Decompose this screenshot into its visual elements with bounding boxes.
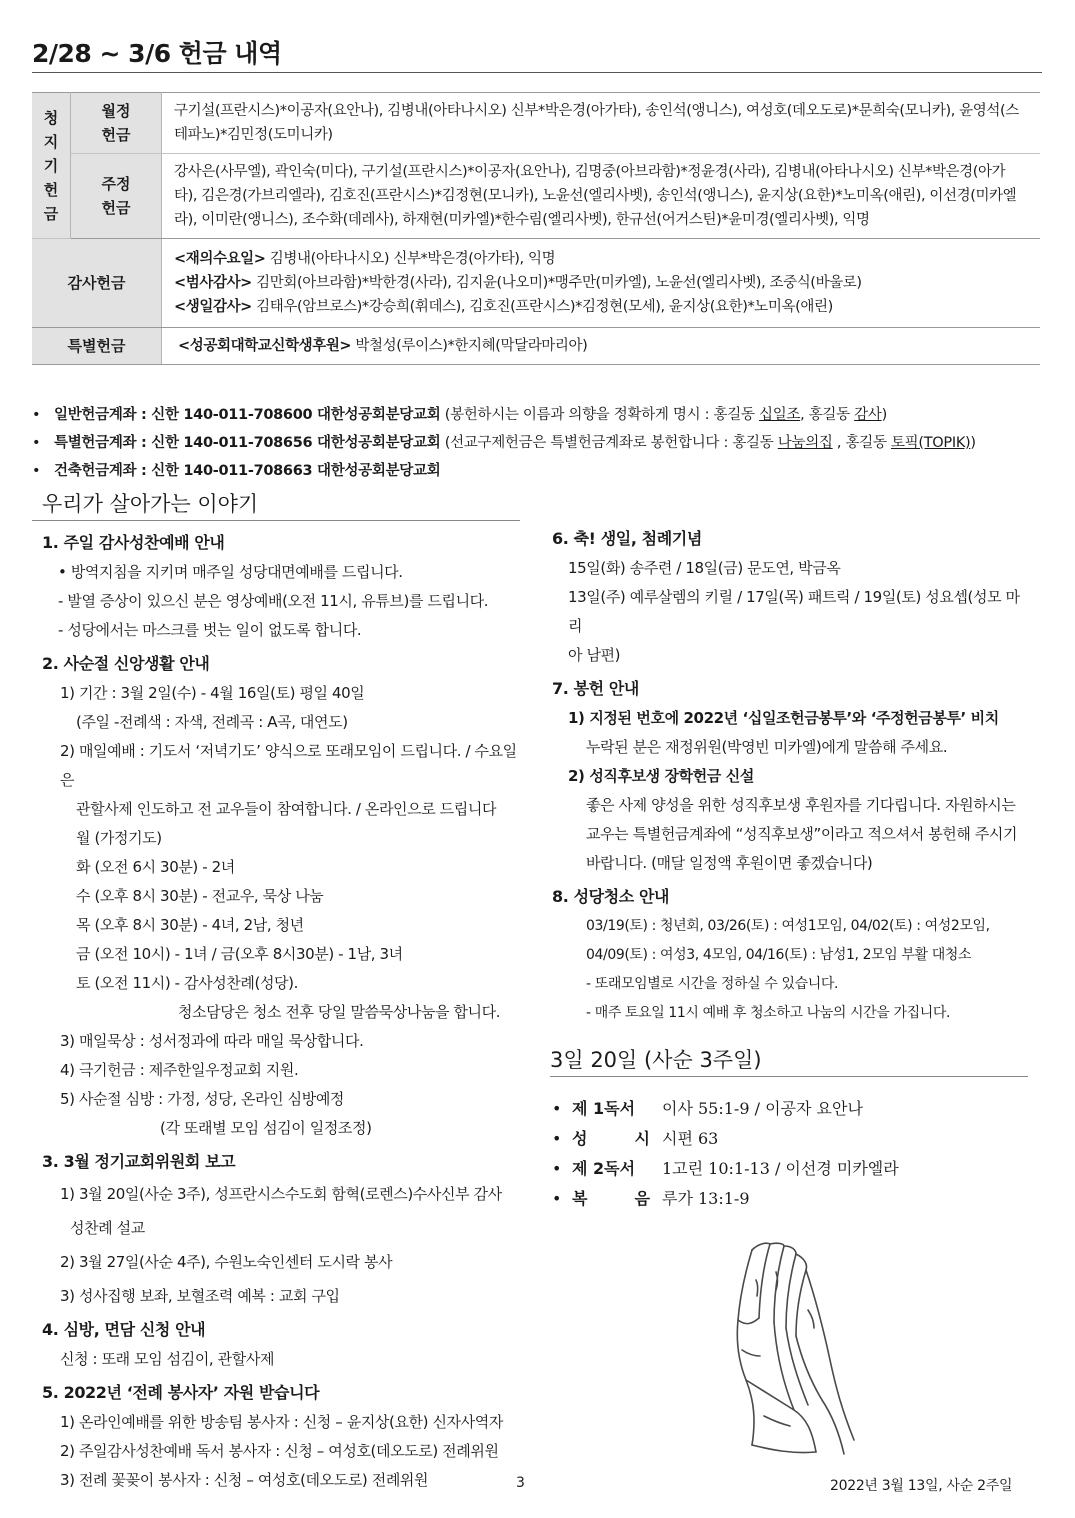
list-item: 좋은 사제 양성을 위한 성직후보생 후원자를 기다립니다. 자원하시는 bbox=[586, 796, 1016, 814]
page-number: 3 bbox=[516, 1475, 525, 1491]
page-title: 2/28 ~ 3/6 헌금 내역 bbox=[32, 39, 282, 68]
list-item: 청소담당은 청소 전후 당일 말씀묵상나눔을 합니다. bbox=[178, 1003, 501, 1021]
list-item: 금 (오전 10시) - 1녀 / 금(오후 8시30분) - 1남, 3녀 bbox=[76, 945, 403, 963]
list-item: 2) 매일예배 : 기도서 ‘저녁기도’ 양식으로 또래모임이 드립니다. / 수요일은 bbox=[60, 742, 517, 789]
list-item: 1) 기간 : 3월 2일(수) - 4월 16일(토) 평일 40일 bbox=[60, 684, 365, 702]
list-item: (주일 -전례색 : 자색, 전례곡 : A곡, 대연도) bbox=[76, 713, 348, 731]
list-item: - 성당에서는 마스크를 벗는 일이 없도록 합니다. bbox=[58, 621, 362, 639]
section-4-title: 4. 심방, 면담 신청 안내 bbox=[42, 1320, 206, 1339]
list-item: 1) 지정된 번호에 2022년 ‘십일조헌금봉투’와 ‘주정헌금봉투’ 비치 bbox=[568, 709, 999, 727]
list-item: 2) 성직후보생 장학헌금 신설 bbox=[568, 767, 754, 785]
monthly-offering-names: 구기설(프란시스)*이공자(요안나), 김병내(아타나시오) 신부*박은경(아가타), 송인석(앵니스), 여성호(데오도로)*문희숙(모니카), 윤영석(스 테파노)*김민정(도미니카) bbox=[162, 93, 1041, 154]
list-item: (각 또래별 모임 섬김이 일정조정) bbox=[160, 1119, 372, 1137]
list-item: 3) 성사집행 보좌, 보혈조력 예복 : 교회 구입 bbox=[60, 1287, 340, 1305]
regular-offering-label: 청 지 기 헌 금 bbox=[32, 93, 71, 239]
offering-table bbox=[32, 92, 1040, 365]
section-7-title: 7. 봉헌 안내 bbox=[552, 679, 639, 698]
section-3-title: 3. 3월 정기교회위원회 보고 bbox=[42, 1152, 236, 1171]
building-account: • 건축헌금계좌 : 신한 140-011-708663 대한성공회분당교회 bbox=[32, 463, 441, 479]
list-item: 2) 3월 27일(사순 4주), 수원노숙인센터 도시락 봉사 bbox=[60, 1253, 393, 1271]
thanks-offering-names: <재의수요일> 김병내(아타나시오) 신부*박은경(아가타), 익명 <범사감사> 김만회(아브라함)*박한경(사라), 김지윤(나오미)*맹주만(미카엘), 노윤선(엘리사벳), 조중식(바울로) <생일감사> 김태우(암브로스)*강승희(휘데스), 김호진(프란시스)*김정현(모세), 윤지상(요한)*노미옥(애린) bbox=[162, 239, 1041, 328]
list-item: 13일(주) 예루살렘의 키릴 / 17일(목) 패트릭 / 19일(토) 성요셉(성모 마리 bbox=[568, 588, 1020, 635]
special-offering-label: 특별헌금 bbox=[32, 328, 162, 365]
praying-hands-icon bbox=[712, 1240, 862, 1460]
special-offering-names: <성공회대학교신학생후원> 박철성(루이스)*한지혜(막달라마리아) bbox=[162, 328, 1041, 365]
list-item: 신청 : 또래 모임 섬김이, 관할사제 bbox=[60, 1350, 275, 1368]
list-item: 03/19(토) : 청년회, 03/26(토) : 여성1모임, 04/02(토) : 여성2모임, bbox=[586, 918, 990, 934]
weekly-offering-label: 주정 헌금 bbox=[71, 154, 162, 239]
list-item: 토 (오전 11시) - 감사성찬례(성당). bbox=[76, 974, 298, 992]
list-item: 5) 사순절 심방 : 가정, 성당, 온라인 심방예정 bbox=[60, 1090, 345, 1108]
list-item: 수 (오후 8시 30분) - 전교우, 묵상 나눔 bbox=[76, 887, 324, 905]
reading-row: • 성 시 시편 63 bbox=[552, 1129, 719, 1148]
general-account: • 일반헌금계좌 : 신한 140-011-708600 대한성공회분당교회 (봉헌하시는 이름과 의향을 정확하게 명시 : 홍길동 십일조, 홍길동 감사) bbox=[32, 407, 887, 423]
list-item: 04/09(토) : 여성3, 4모임, 04/16(토) : 남성1, 2모임 부활 대청소 bbox=[586, 947, 972, 963]
thanks-offering-label: 감사헌금 bbox=[32, 239, 162, 328]
list-item: 바랍니다. (매달 일정액 후원이면 좋겠습니다) bbox=[586, 854, 873, 872]
list-item: 3) 전례 꽃꽂이 봉사자 : 신청 – 여성호(데오도로) 전례위원 bbox=[60, 1471, 429, 1489]
weekly-offering-names: 강사은(사무엘), 곽인숙(미다), 구기설(프란시스)*이공자(요안나), 김명중(아브라함)*정윤경(사라), 김병내(아타나시오) 신부*박은경(아가 타), 김은경(가브리엘라), 김호진(프란시스)*김정현(모니카), 노윤선(엘리사벳), 송인석(앵니스), 윤지상(요한)*노미옥(애린), 이선경(미카엘 라), 이미란(앵니스), 조수화(데레사), 하재현(미카엘)*한수림(엘리사벳), 한규선(어거스틴)*윤미경(엘리사벳), 익명 bbox=[162, 154, 1041, 239]
list-item: - 발열 증상이 있으신 분은 영상예배(오전 11시, 유튜브)를 드립니다. bbox=[58, 592, 489, 610]
list-item: 3) 매일묵상 : 성서정과에 따라 매일 묵상합니다. bbox=[60, 1032, 364, 1050]
section-8-title: 8. 성당청소 안내 bbox=[552, 887, 670, 906]
section-title: 우리가 살아가는 이야기 bbox=[42, 492, 259, 516]
list-item: 아 남편) bbox=[568, 646, 621, 664]
special-account: • 특별헌금계좌 : 신한 140-011-708656 대한성공회분당교회 (선교구제헌금은 특별헌금계좌로 봉헌합니다 : 홍길동 나눔의집 , 홍길동 토픽(TOPIK)) bbox=[32, 435, 976, 451]
list-item: 화 (오전 6시 30분) - 2녀 bbox=[76, 858, 235, 876]
section-1-title: 1. 주일 감사성찬예배 안내 bbox=[42, 533, 225, 552]
section-2-title: 2. 사순절 신앙생활 안내 bbox=[42, 654, 210, 673]
list-item: - 매주 토요일 11시 예배 후 청소하고 나눔의 시간을 가집니다. bbox=[586, 1005, 951, 1021]
title-divider bbox=[32, 72, 1042, 73]
list-item: 누락된 분은 재정위원(박영빈 미카엘)에게 말씀해 주세요. bbox=[586, 738, 948, 756]
list-item: 15일(화) 송주련 / 18일(금) 문도연, 박금옥 bbox=[568, 559, 841, 577]
list-item: • 방역지침을 지키며 매주일 성당대면예배를 드립니다. bbox=[58, 563, 403, 581]
right-column bbox=[552, 524, 1032, 1028]
section-5-title: 5. 2022년 ‘전례 봉사자’ 자원 받습니다 bbox=[42, 1383, 320, 1402]
reading-row: • 제 2독서 1고린 10:1-13 / 이선경 미카엘라 bbox=[552, 1159, 899, 1178]
list-item: 목 (오후 8시 30분) - 4녀, 2남, 청년 bbox=[76, 916, 304, 934]
account-list bbox=[32, 401, 1042, 485]
list-item: 월 (가정기도) bbox=[76, 829, 162, 847]
section-divider bbox=[32, 520, 520, 521]
section-6-title: 6. 축! 생일, 첨례기념 bbox=[552, 529, 702, 548]
list-item: 성찬례 설교 bbox=[70, 1219, 145, 1237]
footer-date: 2022년 3월 13일, 사순 2주일 bbox=[830, 1478, 1013, 1494]
list-item: 1) 온라인예배를 위한 방송팀 봉사자 : 신청 – 윤지상(요한) 신자사역자 bbox=[60, 1413, 503, 1431]
readings-divider bbox=[550, 1076, 1028, 1077]
left-column bbox=[42, 528, 522, 1495]
list-item: 2) 주일감사성찬예배 독서 봉사자 : 신청 – 여성호(데오도로) 전례위원 bbox=[60, 1442, 499, 1460]
readings-list bbox=[552, 1094, 899, 1214]
readings-title: 3일 20일 (사순 3주일) bbox=[550, 1048, 762, 1072]
list-item: 교우는 특별헌금계좌에 “성직후보생”이라고 적으셔서 봉헌해 주시기 bbox=[586, 825, 1018, 843]
list-item: - 또래모임별로 시간을 정하실 수 있습니다. bbox=[586, 976, 839, 992]
reading-row: • 제 1독서 이사 55:1-9 / 이공자 요안나 bbox=[552, 1099, 863, 1118]
list-item: 4) 극기헌금 : 제주한일우정교회 지원. bbox=[60, 1061, 299, 1079]
list-item: 1) 3월 20일(사순 3주), 성프란시스수도회 함혁(로렌스)수사신부 감사 bbox=[60, 1185, 502, 1203]
monthly-offering-label: 월정 헌금 bbox=[71, 93, 162, 154]
list-item: 관할사제 인도하고 전 교우들이 참여합니다. / 온라인으로 드립니다 bbox=[76, 800, 497, 818]
reading-row: • 복 음 루가 13:1-9 bbox=[552, 1189, 750, 1208]
